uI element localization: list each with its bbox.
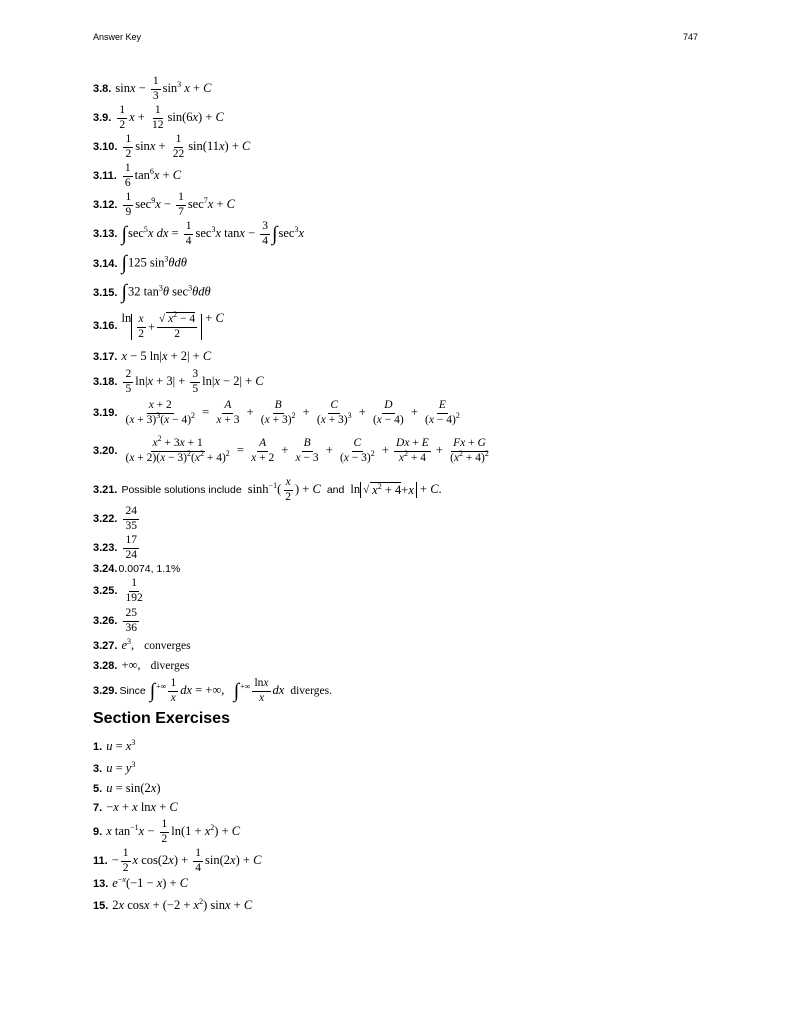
exercise-math: x $\tan^{-1}x$ − $\frac{1}{2}$ $\ln(1 + x^2) + C$ (106, 818, 241, 845)
answer-math: $\frac{1}{9}$ $\sec^9x$ − $\frac{1}{7}$ $\sec^7x + C$ (125, 191, 235, 218)
answer-label: 3.11. (93, 170, 117, 182)
exercise-label: 3. (93, 762, 103, 775)
exercise-math: $e^{-x}(-1 - x) + C$ (112, 875, 189, 890)
exercise-math: u = sin(2x) (106, 781, 161, 795)
answer-math: $\frac{17}{24}$ (125, 534, 137, 561)
answer-3-15 (93, 281, 211, 304)
answer-3-10 (93, 134, 250, 160)
answer-label: 3.18. (93, 376, 118, 388)
running-header: Answer Key (93, 32, 142, 42)
answer-math: $\frac{x^2 + 3x + 1}{(x + 2)(x - 3)^2(x^2 + 4)^2}$ = $\frac{A}{x + 2}$ + $\frac{B}{x - 3}$ + $\frac{C}{(x - 3)^2}$ + $\frac{Dx + E}{x^2 + 4}$ + $\frac{Fx + G}{(x^2 + 4)^2}$ (125, 434, 489, 464)
answer-label: 3.25. (93, 585, 118, 597)
answer-math: +∞, (121, 658, 141, 672)
answer-math: $e^3$, (121, 637, 135, 652)
exercise-11 (93, 848, 261, 874)
answer-label: 3.21. (93, 484, 118, 496)
exercise-15 (93, 898, 252, 913)
answer-3-18 (93, 369, 264, 395)
answer-label: 3.12. (93, 199, 118, 211)
answer-math: x − 5 ln|x + 2| + C (121, 349, 212, 363)
answer-math-alt: ln √ $x^2 + 4$ + x + C. (350, 482, 442, 497)
answer-3-24 (93, 563, 180, 575)
answer-math: ln x 2 + √ $x^2 - 4$ 2 + C (121, 310, 224, 340)
answer-3-29 (93, 678, 332, 704)
exercise-13 (93, 876, 188, 891)
answer-label: 3.14. (93, 257, 118, 270)
answer-and: and (326, 484, 345, 496)
exercise-label: 11. (93, 855, 108, 867)
answer-3-27 (93, 638, 191, 653)
answer-math: ∫125 $\sin^3\theta d\theta$ (121, 252, 187, 274)
answer-math: $\frac{1}{6}$ $\tan^6x + C$ (124, 162, 182, 189)
answer-3-26 (93, 608, 141, 634)
answer-label: 3.15. (93, 286, 118, 299)
answer-label: 3.10. (93, 141, 118, 153)
answer-math: $\frac{1}{192}$ (125, 577, 143, 604)
answer-label: 3.27. (93, 639, 118, 652)
answer-text: Possible solutions include (121, 484, 242, 496)
exercise-math: 2x $\cos x + (-2 + x^2)$ sinx + C (112, 897, 253, 912)
answer-3-9 (93, 105, 224, 131)
exercise-3 (93, 761, 135, 776)
answer-label: 3.22. (93, 513, 118, 525)
answer-math: $\int\sec^5x$ dx = $\frac{1}{4}$ $\sec^3x$ tanx − $\frac{3}{4}$ $\int\sec^3x$ (121, 220, 305, 247)
exercise-label: 1. (93, 740, 103, 753)
answer-tail: diverges. (290, 685, 332, 697)
answer-label: 3.24. (93, 563, 118, 575)
section-title: Section Exercises (93, 710, 230, 727)
exercise-math: − $\frac{1}{2}$ x cos(2x) + $\frac{1}{4}$ sin(2x) + C (111, 847, 262, 874)
answer-3-23 (93, 535, 141, 561)
answer-label: 3.23. (93, 542, 118, 554)
exercise-9 (93, 819, 240, 845)
answer-math: $\sinh^{-1}$( $\frac{x}{2}$ ) + C (247, 476, 321, 503)
answer-math: $\frac{1}{2}$ x + $\frac{1}{12}$ sin(6x) + C (119, 104, 224, 131)
exercise-math: −x + x lnx + C (106, 800, 178, 814)
answer-label: 3.8. (93, 83, 112, 95)
exercise-1 (93, 739, 135, 754)
answer-3-14 (93, 252, 187, 275)
answer-math: $\frac{2}{5}$ ln|x + 3| + $\frac{3}{5}$ ln|x − 2| + C (125, 368, 264, 395)
exercise-5 (93, 781, 160, 796)
exercise-math: $u = y^3$ (106, 760, 136, 775)
answer-3-11 (93, 163, 181, 189)
answer-label: 3.19. (93, 407, 118, 419)
answer-3-20 (93, 434, 493, 464)
exercise-label: 5. (93, 782, 103, 795)
answer-text: converges (144, 639, 191, 652)
answer-label: 3.28. (93, 659, 118, 672)
page-number: 747 (683, 32, 699, 42)
answer-label: 3.17. (93, 350, 118, 363)
answer-3-25 (93, 578, 147, 604)
answer-math: $\frac{25}{36}$ (125, 607, 137, 634)
answer-label: 3.20. (93, 445, 118, 457)
exercise-7 (93, 800, 178, 815)
answer-3-13 (93, 221, 304, 247)
answer-label: 3.9. (93, 112, 112, 124)
exercise-math: $u = x^3$ (106, 738, 136, 753)
exercise-label: 7. (93, 801, 103, 814)
answer-math: ∫32 $\tan^3\theta$ $\sec^3\theta d\theta$ (121, 281, 211, 303)
answer-label: 3.26. (93, 615, 118, 627)
answer-label: 3.16. (93, 319, 118, 332)
answer-text: diverges (150, 659, 190, 672)
answer-label: 3.13. (93, 228, 118, 240)
answer-math: ∫+∞ $\frac{1}{x}$ dx = +∞, ∫+∞ $\frac{\ln x}{x}$ dx (149, 677, 285, 704)
answer-3-21 (93, 477, 442, 503)
answer-3-17 (93, 349, 211, 364)
exercise-label: 13. (93, 877, 109, 890)
answer-3-8 (93, 76, 212, 102)
answer-math: $\frac{24}{35}$ (125, 505, 137, 532)
exercise-label: 15. (93, 899, 109, 912)
answer-3-16 (93, 311, 224, 340)
answer-math: $\frac{x + 2}{(x + 3)^3(x - 4)^2}$ = $\frac{A}{x + 3}$ + $\frac{B}{(x + 3)^2}$ + $\frac{C}{(x + 3)^3}$ + $\frac{D}{(x - 4)}$ + $\frac{E}{(x - 4)^2}$ (125, 399, 460, 426)
answer-3-28 (93, 658, 189, 673)
answer-text: 0.0074, 1.1% (118, 563, 181, 575)
answer-3-12 (93, 192, 235, 218)
answer-math: $\frac{1}{2}$ sinx + $\frac{1}{22}$ sin(11x) + C (125, 133, 251, 160)
exercise-label: 9. (93, 826, 103, 838)
answer-label: 3.29. (93, 685, 118, 697)
answer-3-19 (93, 400, 464, 426)
answer-math: sinx − $\frac{1}{3}$ $\sin^3 x + C$ (115, 75, 212, 102)
answer-text: Since (119, 685, 146, 697)
answer-3-22 (93, 506, 141, 532)
